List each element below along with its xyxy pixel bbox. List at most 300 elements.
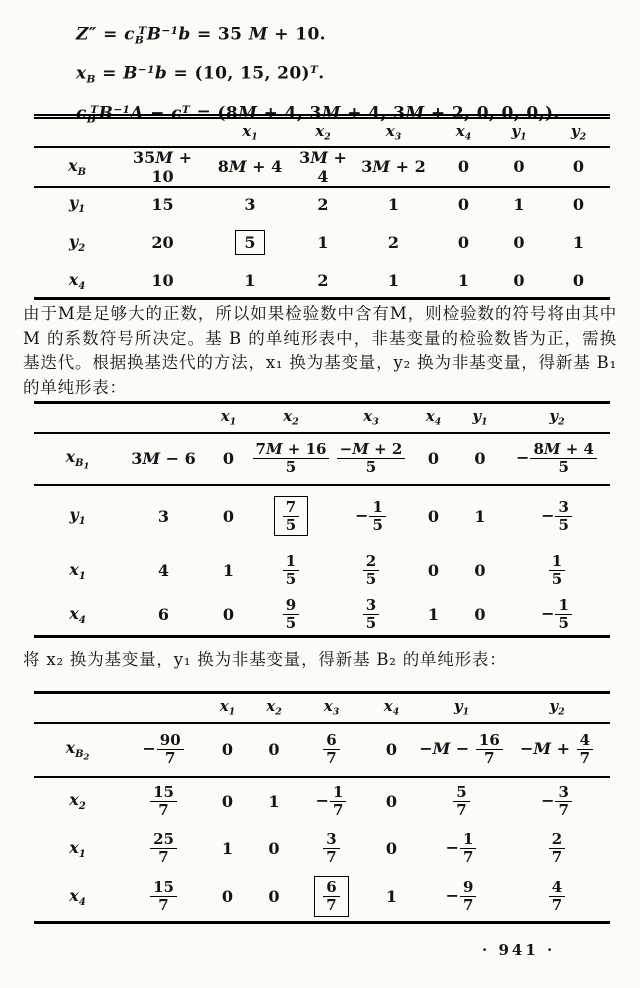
denominator: 5 [285, 614, 297, 633]
row-label [34, 723, 121, 777]
table-cell: 0 [222, 506, 235, 526]
fraction [283, 499, 299, 534]
corner-cell [120, 117, 205, 147]
subscript: 1 [228, 707, 236, 719]
fraction [253, 441, 330, 476]
fraction [157, 732, 184, 767]
italic-var: x [65, 446, 76, 466]
subscript: 1 [78, 570, 86, 582]
column-header [411, 403, 456, 433]
table-cell [251, 433, 331, 485]
table-row [34, 723, 610, 777]
table-cell: 0 [436, 147, 491, 187]
fraction [549, 831, 565, 866]
table-cell: 0 [206, 723, 249, 777]
table-cell: 8M + 4 [205, 147, 295, 187]
italic-var: x [220, 407, 230, 426]
denominator: 7 [484, 749, 495, 767]
table-cell: 1 [317, 233, 329, 252]
superscript: −1 [161, 25, 179, 37]
corner-cell [34, 117, 120, 147]
corner-cell [121, 693, 206, 723]
row-value: 3 [157, 506, 170, 526]
numerator: 2 [549, 831, 565, 849]
table-cell [504, 825, 610, 873]
row-label [34, 777, 121, 825]
column-header [436, 117, 491, 147]
fraction [549, 553, 565, 588]
table-cell: 1 [222, 561, 235, 580]
corner-cell [34, 693, 121, 723]
italic-var: c [76, 103, 87, 124]
table-cell [331, 433, 411, 485]
italic-var: M [405, 103, 425, 124]
table-cell: 0 [572, 271, 585, 291]
row-label [34, 187, 120, 221]
denominator: 7 [462, 896, 474, 915]
fraction [330, 784, 346, 819]
italic-var: x [363, 407, 373, 426]
corner-cell [34, 403, 121, 433]
fraction [460, 831, 476, 866]
row-label [34, 873, 121, 923]
fraction [150, 784, 177, 819]
italic-var: x [219, 697, 229, 716]
denominator: 7 [326, 749, 337, 767]
table-cell: −M + $\frac{4}{7}$ [504, 723, 610, 777]
numerator: 4 [549, 879, 565, 897]
subscript: 2 [78, 800, 86, 812]
table-cell [251, 595, 331, 637]
column-header [206, 403, 251, 433]
fraction [323, 831, 339, 866]
italic-var: x [266, 697, 276, 716]
table-cell [504, 873, 610, 923]
table-cell: 0 [268, 887, 280, 907]
equation-line: $c_B^TB^{-1}A - c^T = (8M + 4$, 3M + 4, 3M + 2, 0, 0, 0,). [76, 103, 560, 126]
subscript: 4 [464, 131, 472, 143]
column-header [295, 117, 351, 147]
column-header [299, 693, 364, 723]
numerator: 6 [323, 732, 339, 750]
fraction [363, 553, 379, 588]
row-label [34, 221, 120, 265]
table-cell: 0 [427, 561, 440, 580]
subscript: 3 [394, 131, 402, 143]
header-row [34, 693, 610, 723]
column-header [419, 693, 504, 723]
column-header [206, 693, 249, 723]
subscript: 1 [481, 417, 488, 429]
subscript: 1 [78, 203, 86, 215]
table-row [34, 485, 610, 547]
table-cell: 1 [474, 506, 486, 526]
italic-var: y [68, 193, 79, 213]
row-value: 3M − 6 [121, 433, 206, 485]
subscript: 1 [462, 707, 470, 719]
subscript: 2 [83, 751, 90, 762]
subscript: B [86, 113, 97, 126]
row-value: 15 [151, 194, 174, 214]
table-row [34, 547, 610, 595]
table-cell: − $\frac{9}{7}$ [419, 873, 504, 923]
numerator: 3 [555, 499, 571, 517]
denominator: 5 [285, 458, 297, 476]
table-row [34, 777, 610, 825]
table-row [34, 187, 610, 221]
italic-var: Z″ [76, 24, 97, 45]
denominator: 7 [456, 800, 467, 819]
table-cell: 0 [491, 147, 547, 187]
equation-line: $Z'' = c_B^TB^{-1}b = 35$ M + 10. [76, 24, 326, 47]
table-row [34, 595, 610, 637]
table-cell [331, 547, 411, 595]
column-header [456, 403, 504, 433]
italic-var: x [68, 155, 78, 175]
numerator: 5 [453, 784, 469, 802]
pivot-box: 5 [235, 230, 264, 255]
simplex-table-basis-B1 [34, 401, 610, 638]
italic-var: M [265, 440, 283, 459]
numerator: 9 [460, 879, 476, 897]
subscript: B2 [75, 748, 90, 762]
row-value [121, 873, 206, 923]
italic-var: x [69, 603, 79, 623]
italic-var: x [283, 407, 293, 426]
row-value: 6 [157, 605, 170, 625]
superscript: T [181, 103, 191, 116]
italic-var: b [178, 24, 191, 45]
numerator: 90 [157, 732, 184, 750]
simplex-table-basis-B [34, 114, 610, 300]
column-header [249, 693, 299, 723]
table-row [34, 147, 610, 187]
column-header [547, 117, 610, 147]
denominator: 5 [372, 515, 383, 534]
table-cell: 0 [572, 194, 585, 214]
numerator: 9 [283, 597, 299, 615]
denominator: 5 [365, 614, 377, 633]
pivot-box [274, 496, 308, 537]
pivot-box [314, 876, 348, 917]
superscript: T [310, 64, 319, 77]
table-cell: 1 [244, 271, 256, 291]
simplex-table [34, 691, 610, 924]
italic-var: y [570, 121, 580, 140]
numerator: 7M + 16 [253, 441, 330, 459]
denominator: 5 [365, 458, 377, 476]
table-cell: 0 [547, 147, 610, 187]
table-cell [419, 777, 504, 825]
table-cell: 1 [385, 887, 398, 907]
row-value [121, 777, 206, 825]
table-cell: 1 [427, 605, 440, 625]
subscript: 3 [332, 707, 340, 719]
subscript: 4 [78, 614, 86, 626]
subscript: 1 [229, 417, 237, 429]
subscript: 1 [83, 460, 90, 471]
subscript: 3 [372, 417, 379, 429]
table-cell: 0 [221, 791, 234, 811]
table-cell [299, 825, 364, 873]
paragraph-second-basis-change: 将 x₂ 换为基变量，y₁ 换为非基变量，得新基 B₂ 的单纯形表： [23, 650, 507, 669]
italic-var: c [124, 24, 135, 45]
italic-var: x [455, 121, 465, 140]
fraction [337, 441, 406, 476]
table-cell: 0 [513, 233, 525, 252]
italic-var: M [543, 440, 561, 459]
row-label [34, 595, 121, 637]
italic-var: x [315, 121, 325, 140]
italic-var: x [69, 790, 79, 810]
denominator: 5 [558, 458, 569, 476]
table-cell: 1 [457, 271, 470, 291]
row-label [34, 147, 120, 187]
table-cell: − $\frac{3}{5}$ [504, 485, 610, 547]
fraction [530, 441, 597, 476]
fraction [555, 499, 571, 534]
numerator: 25 [150, 831, 177, 849]
row-value: 20 [151, 233, 174, 252]
row-value: 10 [151, 271, 174, 291]
simplex-table [34, 401, 610, 638]
row-value: 35M + 10 [120, 147, 205, 187]
italic-var: M [321, 103, 341, 124]
italic-var: M [238, 103, 258, 124]
table-cell: 3M + 4 [295, 147, 351, 187]
table-cell: 1 [387, 271, 400, 291]
fraction [476, 732, 503, 767]
table-cell: 2 [387, 233, 400, 252]
table-cell: − $\frac{3}{7}$ [504, 777, 610, 825]
table-cell: 0 [456, 433, 504, 485]
column-header [504, 693, 610, 723]
subscript: 4 [78, 896, 86, 908]
numerator: 3 [323, 831, 339, 849]
numerator: 1 [330, 784, 346, 802]
italic-var: c [171, 103, 182, 124]
page-number: · 941 · [482, 941, 556, 959]
table-cell: 1 [387, 194, 400, 214]
subscript: 1 [78, 848, 86, 860]
fraction [369, 499, 385, 534]
italic-var: b [154, 63, 168, 84]
fraction [577, 732, 593, 767]
numerator: 1 [549, 553, 565, 571]
numerator: 15 [150, 879, 177, 897]
italic-var: B [123, 63, 138, 84]
italic-var: M [372, 157, 391, 176]
table-row [34, 825, 610, 873]
simplex-table [34, 114, 610, 300]
fraction [555, 784, 571, 819]
paragraph-basis-change-explanation: 由于M是足够大的正数，所以如果检验数中含有M，则检验数的符号将由其中M 的系数符号所决定。基 B 的单纯形表中，非基变量的检验数皆为正，需换基迭代。根据换基迭代的方法，x₁ 换为基变量，y₂ 换为非基变量，得新基 B₁ 的单纯形表： [23, 304, 617, 397]
italic-var: x [242, 121, 252, 140]
italic-var: x [385, 121, 395, 140]
fraction [460, 879, 476, 914]
denominator: 7 [579, 749, 591, 767]
numerator: 4 [577, 732, 593, 750]
subscript: 1 [251, 131, 258, 143]
denominator: 7 [462, 848, 474, 866]
subscript: 2 [292, 417, 299, 429]
italic-var: y [68, 231, 79, 251]
table-cell: 3 [244, 194, 256, 214]
column-header [251, 403, 331, 433]
fraction [150, 831, 177, 866]
denominator: 7 [326, 896, 337, 915]
header-row [34, 117, 610, 147]
row-label [34, 547, 121, 595]
column-header [504, 403, 610, 433]
italic-var: M [310, 147, 328, 167]
italic-var: M [142, 449, 161, 468]
table-cell: 0 [249, 723, 299, 777]
equation-line: $x_B = B^{-1}b = (10$, 15, 20)$^T$. [76, 63, 325, 86]
fraction [323, 732, 339, 767]
table-cell: 0 [411, 433, 456, 485]
row-label [34, 265, 120, 299]
superscript: T [90, 103, 99, 116]
italic-var: B [146, 24, 162, 45]
table-cell [251, 485, 331, 547]
denominator: 5 [285, 515, 297, 534]
table-cell [331, 595, 411, 637]
table-cell: 0 [385, 839, 398, 858]
table-cell: 1 [513, 194, 525, 214]
subscript: 2 [558, 417, 565, 429]
denominator: 5 [558, 614, 569, 633]
table-row [34, 873, 610, 923]
fraction [283, 597, 299, 632]
table-cell [205, 221, 295, 265]
subscript: 2 [579, 131, 587, 143]
subscript: 2 [275, 707, 282, 719]
numerator: 1 [460, 831, 476, 849]
italic-var: x [65, 737, 76, 757]
table-cell: 0 [457, 233, 470, 252]
italic-var: y [453, 697, 463, 716]
subscript: 2 [78, 242, 86, 254]
fraction [363, 597, 379, 632]
fraction [283, 553, 299, 588]
superscript: T [138, 25, 147, 37]
subscript: B [77, 166, 86, 178]
italic-var: M [248, 24, 268, 45]
subscript: B [134, 34, 145, 47]
italic-var: x [76, 63, 87, 84]
italic-var: M [533, 739, 552, 758]
italic-var: M [155, 147, 173, 167]
row-label [34, 825, 121, 873]
subscript: 1 [78, 515, 86, 527]
subscript: 4 [434, 417, 442, 429]
table-cell: 0 [474, 605, 486, 625]
italic-var: y [69, 505, 79, 525]
denominator: 5 [551, 570, 563, 588]
italic-var: A [130, 103, 144, 124]
row-value: 4 [157, 561, 170, 580]
table-cell: 0 [222, 605, 235, 625]
italic-var: x [323, 697, 333, 716]
denominator: 7 [551, 848, 563, 866]
table-cell: −M − $\frac{16}{7}$ [419, 723, 504, 777]
italic-var: y [549, 697, 559, 716]
table-row [34, 221, 610, 265]
table-row [34, 265, 610, 299]
subscript: 4 [78, 280, 86, 292]
denominator: 7 [558, 800, 569, 819]
numerator: 1 [555, 597, 571, 615]
row-value [121, 825, 206, 873]
table-cell: 2 [317, 194, 329, 214]
table-cell: 0 [513, 271, 525, 291]
italic-var: x [425, 407, 435, 426]
column-header [491, 117, 547, 147]
numerator: 3 [363, 597, 379, 615]
numerator: 3 [555, 784, 571, 802]
numerator: 1 [283, 553, 299, 571]
table-cell: 0 [221, 887, 234, 907]
table-cell: − $\frac{1}{5}$ [504, 595, 610, 637]
denominator: 5 [285, 570, 297, 588]
table-cell: 0 [474, 561, 486, 580]
table-cell [299, 873, 364, 923]
italic-var: y [472, 407, 482, 426]
denominator: 7 [551, 896, 563, 915]
denominator: 7 [164, 749, 176, 767]
numerator: 2 [363, 553, 379, 571]
table-cell: − $\frac{8M + 4}{5}$ [504, 433, 610, 485]
numerator: 7 [283, 499, 299, 517]
table-cell: − $\frac{1}{7}$ [419, 825, 504, 873]
italic-var: x [383, 697, 393, 716]
corner-cell [121, 403, 206, 433]
fraction [453, 784, 469, 819]
table-cell: − $\frac{1}{5}$ [331, 485, 411, 547]
column-header [205, 117, 295, 147]
subscript: 2 [324, 131, 331, 143]
table-cell [504, 547, 610, 595]
subscript: 1 [520, 131, 527, 143]
italic-var: M [432, 739, 451, 758]
table-cell: 2 [317, 271, 329, 291]
row-label [34, 433, 121, 485]
denominator: 7 [158, 848, 169, 866]
fraction [555, 597, 571, 632]
table-cell: 3M + 2 [351, 147, 436, 187]
subscript: 2 [558, 707, 565, 719]
denominator: 5 [365, 570, 377, 588]
numerator: 1 [369, 499, 385, 517]
table-cell: 1 [268, 791, 280, 811]
table-cell [251, 547, 331, 595]
denominator: 7 [326, 848, 337, 866]
superscript: −1 [113, 103, 131, 116]
denominator: 5 [558, 515, 569, 534]
table-cell: 1 [572, 233, 585, 252]
italic-var: x [69, 837, 79, 857]
subscript: B1 [75, 457, 90, 471]
denominator: 7 [158, 800, 169, 819]
numerator: 6 [323, 879, 339, 897]
column-header [364, 693, 419, 723]
table-cell: 0 [427, 506, 440, 526]
numerator: 8M + 4 [530, 441, 597, 459]
italic-var: M [352, 440, 369, 459]
table-row [34, 433, 610, 485]
column-header [331, 403, 411, 433]
